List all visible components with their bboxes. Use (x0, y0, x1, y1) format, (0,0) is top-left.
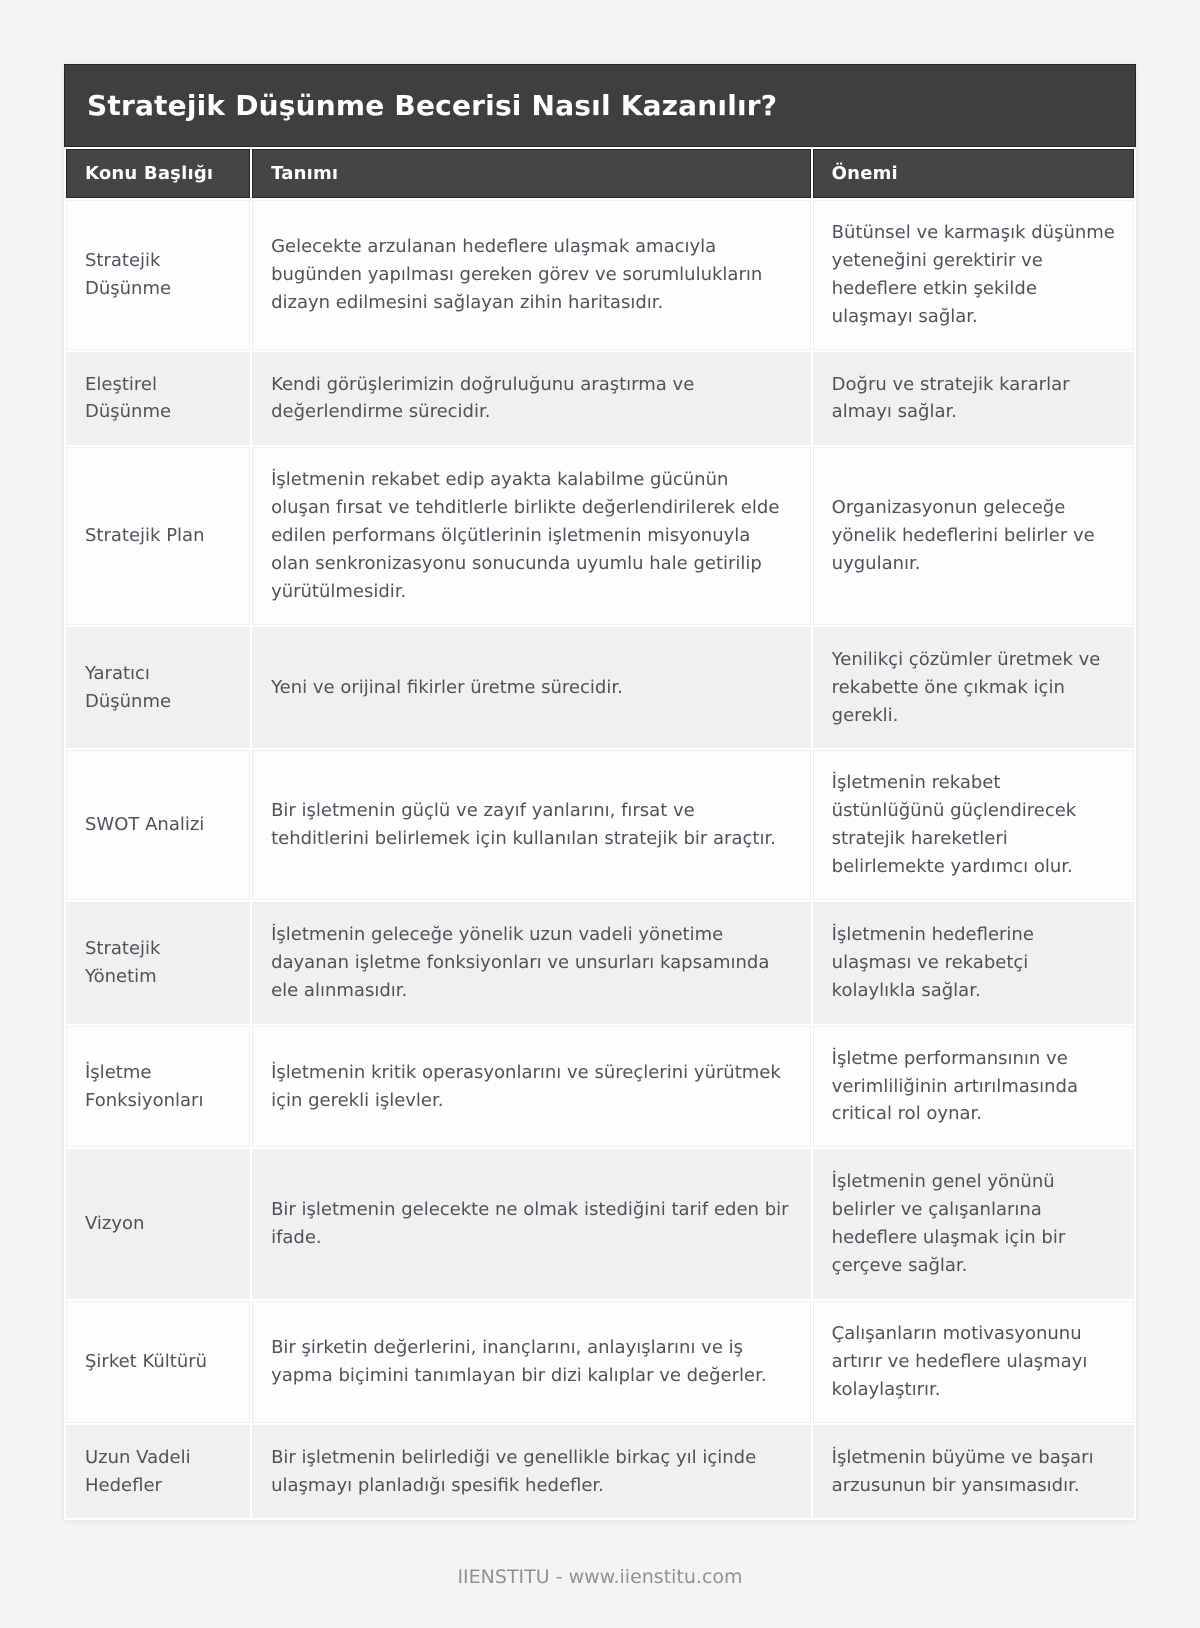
column-header-topic: Konu Başlığı (66, 149, 250, 198)
cell-definition: İşletmenin geleceğe yönelik uzun vadeli yönetime dayanan işletme fonksiyonları ve unsurları kapsamında ele alınmasıdır. (252, 902, 811, 1024)
cell-topic: SWOT Analizi (66, 750, 250, 900)
header-row (66, 149, 1134, 198)
cell-definition: Bir işletmenin güçlü ve zayıf yanlarını, fırsat ve tehditlerini belirlemek için kullanılan stratejik bir araçtır. (252, 750, 811, 900)
cell-definition: Gelecekte arzulanan hedeflere ulaşmak amacıyla bugünden yapılması gereken görev ve sorumlulukların dizayn edilmesini sağlayan zihin haritasıdır. (252, 200, 811, 350)
cell-definition: Bir şirketin değerlerini, inançlarını, anlayışlarını ve iş yapma biçimini tanımlayan bir dizi kalıplar ve değerler. (252, 1301, 811, 1423)
cell-definition: Yeni ve orijinal fikirler üretme sürecidir. (252, 627, 811, 749)
page-title: Stratejik Düşünme Becerisi Nasıl Kazanılır? (64, 64, 1136, 147)
cell-definition: Bir işletmenin belirlediği ve genellikle birkaç yıl içinde ulaşmayı planladığı spesifik hedefler. (252, 1425, 811, 1519)
table-row (66, 1425, 1134, 1519)
strategic-thinking-table-card (64, 64, 1136, 1520)
table-row (66, 352, 1134, 446)
table-row (66, 627, 1134, 749)
table-row (66, 447, 1134, 624)
cell-importance: Çalışanların motivasyonunu artırır ve hedeflere ulaşmayı kolaylaştırır. (813, 1301, 1134, 1423)
cell-importance: Organizasyonun geleceğe yönelik hedeflerini belirler ve uygulanır. (813, 447, 1134, 624)
column-header-importance: Önemi (813, 149, 1134, 198)
cell-topic: Vizyon (66, 1149, 250, 1299)
table-row (66, 200, 1134, 350)
cell-topic: Şirket Kültürü (66, 1301, 250, 1423)
cell-importance: İşletme performansının ve verimliliğinin artırılmasında critical rol oynar. (813, 1026, 1134, 1148)
table-header (66, 149, 1134, 198)
cell-topic: Stratejik Plan (66, 447, 250, 624)
cell-importance: İşletmenin büyüme ve başarı arzusunun bir yansımasıdır. (813, 1425, 1134, 1519)
cell-topic: Yaratıcı Düşünme (66, 627, 250, 749)
cell-definition: İşletmenin rekabet edip ayakta kalabilme gücünün oluşan fırsat ve tehditlerle birlikte değerlendirilerek elde edilen performans ölçütlerinin işletmenin misyonuyla olan senkronizasyonu sonucunda uyumlu hale getirilip yürütülmesidir. (252, 447, 811, 624)
cell-topic: İşletme Fonksiyonları (66, 1026, 250, 1148)
table-row (66, 1301, 1134, 1423)
cell-importance: Doğru ve stratejik kararlar almayı sağlar. (813, 352, 1134, 446)
table-row (66, 1149, 1134, 1299)
table-row (66, 902, 1134, 1024)
cell-definition: Kendi görüşlerimizin doğruluğunu araştırma ve değerlendirme sürecidir. (252, 352, 811, 446)
table-body (66, 200, 1134, 1518)
column-header-definition: Tanımı (252, 149, 811, 198)
cell-importance: İşletmenin rekabet üstünlüğünü güçlendirecek stratejik hareketleri belirlemekte yardımcı olur. (813, 750, 1134, 900)
cell-importance: İşletmenin genel yönünü belirler ve çalışanlarına hedeflere ulaşmak için bir çerçeve sağlar. (813, 1149, 1134, 1299)
footer-credit: IIENSTITU - www.iienstitu.com (457, 1566, 743, 1589)
cell-definition: Bir işletmenin gelecekte ne olmak istediğini tarif eden bir ifade. (252, 1149, 811, 1299)
cell-definition: İşletmenin kritik operasyonlarını ve süreçlerini yürütmek için gerekli işlevler. (252, 1026, 811, 1148)
table-row (66, 1026, 1134, 1148)
cell-importance: İşletmenin hedeflerine ulaşması ve rekabetçi kolaylıkla sağlar. (813, 902, 1134, 1024)
cell-topic: Uzun Vadeli Hedefler (66, 1425, 250, 1519)
cell-topic: Stratejik Yönetim (66, 902, 250, 1024)
cell-importance: Yenilikçi çözümler üretmek ve rekabette öne çıkmak için gerekli. (813, 627, 1134, 749)
topics-table (64, 147, 1136, 1520)
table-row (66, 750, 1134, 900)
cell-topic: Eleştirel Düşünme (66, 352, 250, 446)
cell-topic: Stratejik Düşünme (66, 200, 250, 350)
cell-importance: Bütünsel ve karmaşık düşünme yeteneğini gerektirir ve hedeflere etkin şekilde ulaşmayı sağlar. (813, 200, 1134, 350)
